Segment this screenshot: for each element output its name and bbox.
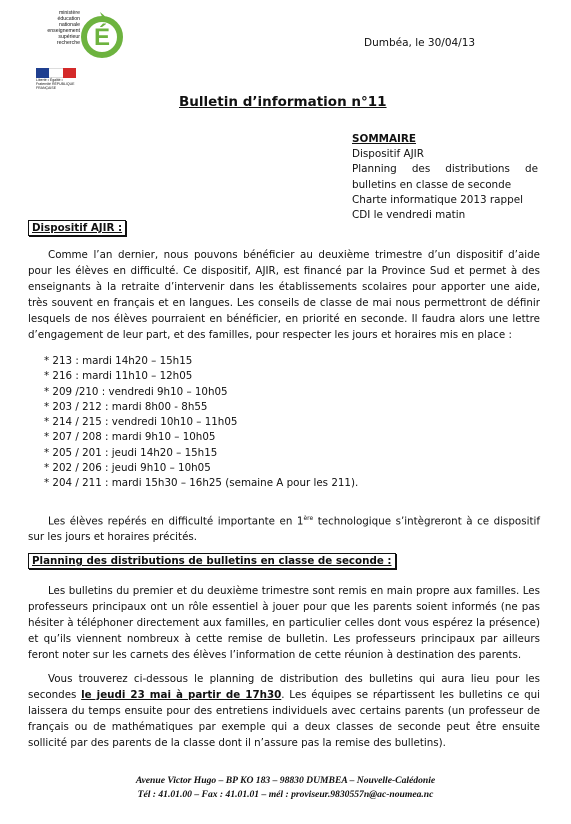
ajir-note-text: technologique s’intègreront à ce dispositif sur les jours et horaires précités. [28, 515, 540, 544]
planning-paragraph: Les bulletins du premier et du deuxième trimestre sont remis en main propre aux familles. Les professeurs principaux ont un rôle essentiel à jouer pour que les parents soient informés (ne pas hésiter à téléphoner directement aux familles, en particulier celles dont vous espérez la présence) et qu’ils viennent nombreux à cette remise de bulletin. Les professeurs principaux par ailleurs feront noter sur les carnets des élèves l’information de cette réunion à destination des parents. [28, 585, 540, 661]
logo-line: enseignement [47, 28, 80, 34]
list-item: * 203 / 212 : mardi 8h00 - 8h55 [44, 400, 208, 413]
summary-item: Dispositif AJIR [352, 148, 424, 161]
summary-item: bulletins en classe de seconde [352, 178, 512, 191]
ministry-logo [34, 10, 114, 66]
section-heading-text: Planning des distributions de bulletins en classe de seconde : [32, 555, 392, 567]
ajir-note-paragraph [28, 511, 540, 545]
list-item: * 204 / 211 : mardi 15h30 – 16h25 (semaine A pour les 211). [44, 477, 359, 490]
logo-text [34, 10, 80, 46]
flag-red [63, 68, 76, 78]
summary-item: CDI le vendredi matin [352, 209, 466, 222]
list-item: * 209 /210 : vendredi 9h10 – 10h05 [44, 385, 228, 398]
logo-line: recherche [56, 40, 80, 46]
list-item: * 205 / 201 : jeudi 14h20 – 15h15 [44, 446, 218, 459]
ajir-note-text: Les élèves repérés en difficulté importante en 1 [48, 515, 304, 528]
summary-heading: SOMMAIRE [352, 133, 417, 145]
ajir-schedule-list [44, 354, 358, 492]
list-item: * 213 : mardi 14h20 – 15h15 [44, 355, 193, 367]
list-item: * 202 / 206 : jeudi 9h10 – 10h05 [44, 462, 211, 475]
logo-letter: É [93, 24, 111, 51]
planning-text: . Les équipes se répartissent les bulletins ce qui laissera du temps ensuite pour des entretiens individuels avec certains parents (un professeur de français ou de mathématiques par exemple qui a deux classes de seconde peut être ensuite sollicité par des parents de la classe dont il n’assure pas la remise des bulletins). [28, 689, 540, 749]
flag-caption: Liberté • Égalité • Fraternité RÉPUBLIQUE FRANÇAISE [36, 78, 75, 90]
section-heading-text: Dispositif AJIR : [32, 222, 123, 234]
list-item: * 216 : mardi 11h10 – 12h05 [44, 370, 193, 383]
section-heading-ajir [28, 220, 126, 236]
summary-item: Planning des distributions de [352, 163, 538, 176]
footer-address: Avenue Victor Hugo – BP KO 183 – 98830 DUMBEA – Nouvelle-Calédonie [135, 775, 436, 786]
logo-line: supérieur [58, 34, 80, 40]
distribution-date: le jeudi 23 mai à partir de 17h30 [81, 689, 282, 701]
republic-flag [36, 68, 76, 90]
page-title: Bulletin d’information n°11 [179, 94, 387, 110]
summary-block [352, 132, 538, 223]
flag-bars [36, 68, 76, 78]
logo-line: nationale [58, 22, 80, 28]
planning-date-paragraph [28, 671, 540, 751]
logo-line: éducation [57, 16, 80, 22]
list-item: * 207 / 208 : mardi 9h10 – 10h05 [44, 431, 216, 444]
ajir-paragraph: Comme l’an dernier, nous pouvons bénéficier au deuxième trimestre d’un dispositif d’aide pour les élèves en difficulté. Ce dispositif, AJIR, est financé par la Province Sud et permet à des enseignants à la retraite d’intervenir dans les établissements scolaires pour apporter une aide, très souvent en français et en langues. Les conseils de classe de mai nous permettront de définir lesquels de nos élèves pourraient en bénéficier, en priorité en seconde. Il faudra alors une lettre d’engagement de leur part, et des familles, pour respecter les jours et horaires mis en place : [28, 249, 540, 341]
flag-white [49, 68, 62, 78]
footer-contact: Tél : 41.01.00 – Fax : 41.01.01 – mél : proviseur.9830557n@ac-noumea.nc [137, 789, 434, 800]
flag-blue [36, 68, 49, 78]
planning-text: Vous trouverez ci-dessous le planning de distribution des bulletins qui aura lieu pour les secondes [28, 673, 540, 701]
document-date: Dumbéa, le 30/04/13 [364, 37, 476, 49]
section-heading-planning [28, 553, 396, 569]
list-item: * 214 / 215 : vendredi 10h10 – 11h05 [44, 416, 238, 429]
ajir-note-sup: ère [303, 515, 314, 522]
logo-emblem-icon [80, 10, 130, 60]
logo-line: ministère [58, 10, 80, 16]
summary-item: Charte informatique 2013 rappel [352, 193, 524, 206]
